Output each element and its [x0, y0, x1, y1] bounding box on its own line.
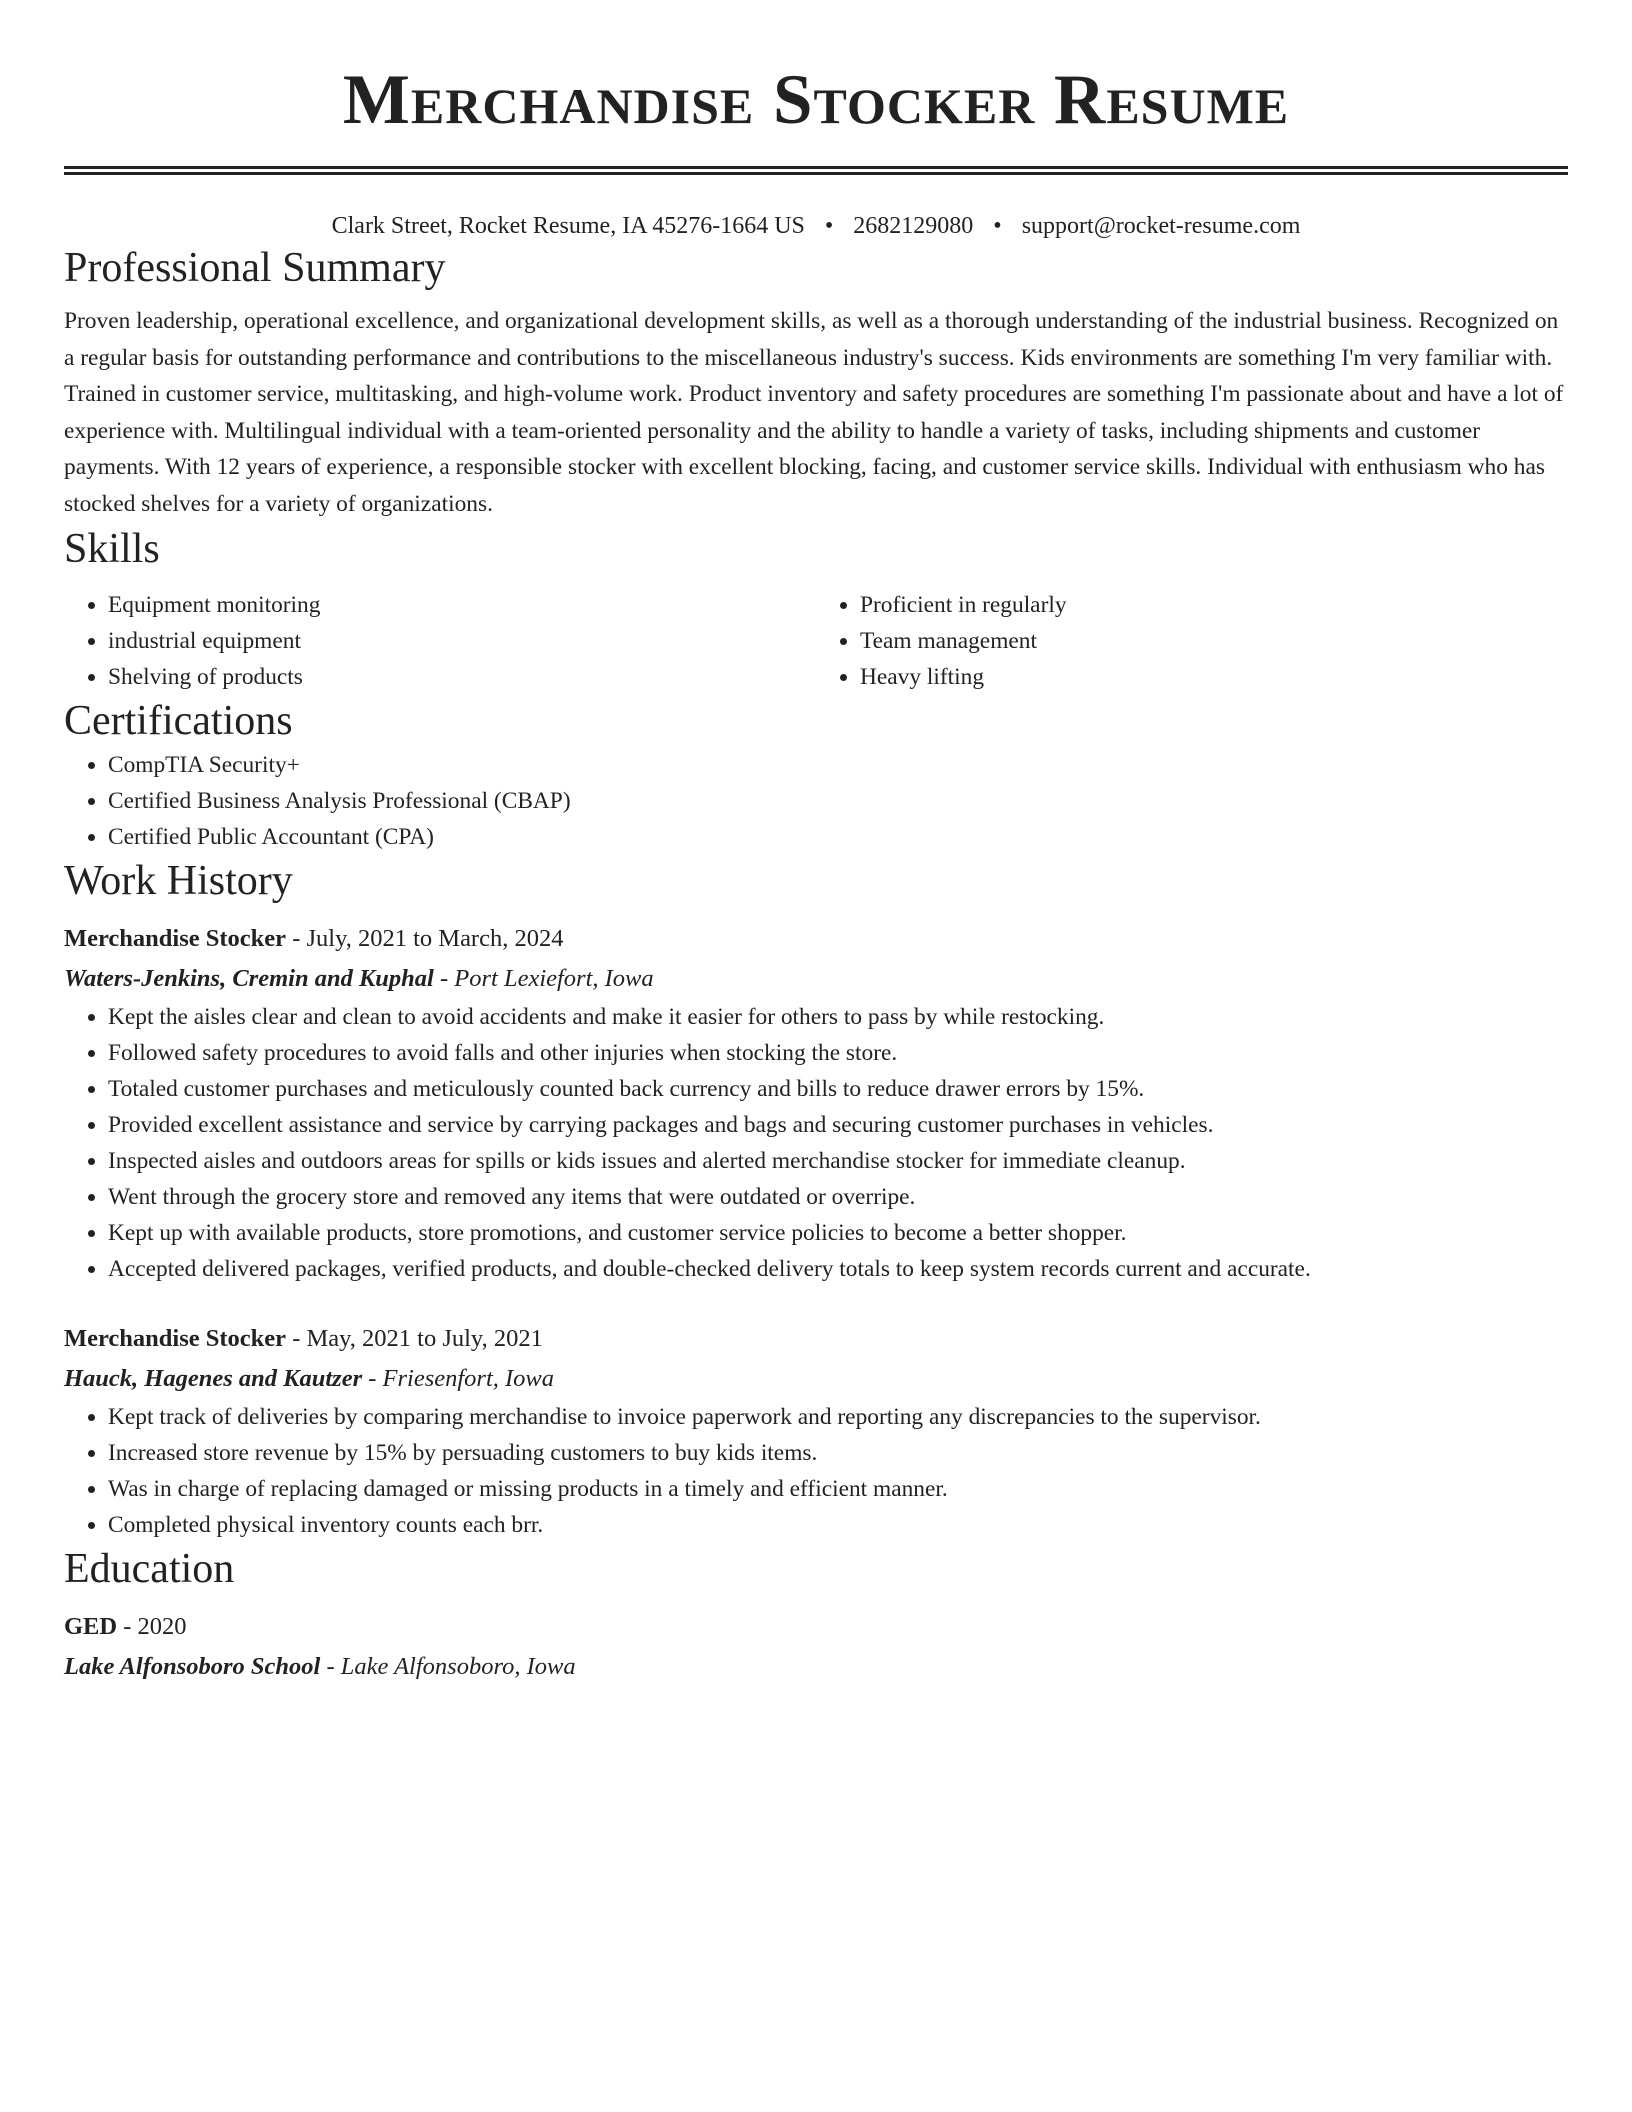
skill-item: • Shelving of products: [108, 659, 816, 695]
resume-title: Merchandise Stocker Resume: [342, 61, 1290, 139]
education-entry: [64, 1607, 1568, 1687]
job-duties-list: [64, 999, 1568, 1287]
certifications-heading: Certifications: [64, 697, 293, 744]
skills-column-right: [816, 587, 1568, 695]
job-duty-item: • Kept up with available products, store promotions, and customer service policies to become a better shopper.: [108, 1215, 1568, 1251]
job-duty-item: • Totaled customer purchases and meticulously counted back currency and bills to reduce drawer errors by 15%.: [108, 1071, 1568, 1107]
education-location: - Lake Alfonsoboro, Iowa: [320, 1652, 576, 1680]
skills-list-left: [64, 587, 816, 695]
job-entry: [64, 1319, 1568, 1543]
education-heading: Education: [64, 1545, 235, 1592]
summary-text: Proven leadership, operational excellence, and organizational development skills, as well as a thorough understanding of the industrial business. Recognized on a regular basis for outstanding performance and contributions to the miscellaneous industry's success. Kids environments are something I'm very familiar with. Trained in customer service, multitasking, and high-volume work. Product inventory and safety procedures are something I'm passionate about and have a lot of experience with. Multilingual individual with a team-oriented personality and the ability to handle a variety of tasks, including shipments and customer payments. With 12 years of experience, a responsible stocker with excellent blocking, facing, and customer service skills. Individual with enthusiasm who has stocked shelves for a variety of organizations.: [64, 308, 1564, 517]
education-header: [64, 1607, 1568, 1647]
bullet-separator-icon: •: [824, 213, 834, 239]
education-school: Lake Alfonsoboro School: [64, 1652, 321, 1680]
certification-item: • Certified Public Accountant (CPA): [108, 819, 1568, 855]
skills-grid: [64, 587, 1568, 695]
contact-phone: 2682129080: [853, 213, 974, 239]
job-duty-item: • Accepted delivered packages, verified products, and double-checked delivery totals to keep system records current and accurate.: [108, 1251, 1568, 1287]
skills-list-right: [816, 587, 1568, 695]
contact-email: support@rocket-resume.com: [1021, 213, 1301, 239]
bullet-separator-icon: •: [993, 213, 1002, 239]
contact-address: Clark Street, Rocket Resume, IA 45276-1664 US: [331, 213, 805, 239]
skill-item: • Heavy lifting: [860, 659, 1568, 695]
job-dates: - July, 2021 to March, 2024: [286, 924, 564, 952]
job-duty-item: • Was in charge of replacing damaged or missing products in a timely and efficient manner.: [108, 1471, 1568, 1507]
job-duty-item: • Kept the aisles clear and clean to avoid accidents and make it easier for others to pass by while restocking.: [108, 999, 1568, 1035]
job-role: Merchandise Stocker: [64, 924, 287, 952]
summary-heading: Professional Summary: [64, 245, 446, 291]
job-location: - Port Lexiefort, Iowa: [433, 964, 654, 992]
job-entry: [64, 919, 1568, 1287]
skill-item: • Proficient in regularly: [860, 587, 1568, 623]
certifications-list: [64, 747, 1568, 855]
job-duty-item: • Increased store revenue by 15% by persuading customers to buy kids items.: [108, 1435, 1568, 1471]
job-location: - Friesenfort, Iowa: [362, 1364, 555, 1392]
skills-heading: Skills: [64, 525, 160, 572]
contact-line: [64, 210, 1568, 242]
job-duties-list: [64, 1399, 1568, 1543]
job-dates: - May, 2021 to July, 2021: [286, 1324, 543, 1352]
job-duty-item: • Completed physical inventory counts each brr.: [108, 1507, 1568, 1543]
skill-item: • Equipment monitoring: [108, 587, 816, 623]
work-history-heading: Work History: [64, 857, 293, 904]
job-company: Waters-Jenkins, Cremin and Kuphal: [64, 964, 434, 992]
job-duty-item: • Inspected aisles and outdoors areas for spills or kids issues and alerted merchandise stocker for immediate cleanup.: [108, 1143, 1568, 1179]
skill-item: • industrial equipment: [108, 623, 816, 659]
skill-item: • Team management: [860, 623, 1568, 659]
education-degree: GED: [64, 1612, 118, 1640]
job-duty-item: • Followed safety procedures to avoid falls and other injuries when stocking the store.: [108, 1035, 1568, 1071]
certification-item: • CompTIA Security+: [108, 747, 1568, 783]
job-organization: [64, 1359, 1568, 1399]
certification-item: • Certified Business Analysis Professional (CBAP): [108, 783, 1568, 819]
job-duty-item: • Went through the grocery store and removed any items that were outdated or overripe.: [108, 1179, 1568, 1215]
education-organization: [64, 1647, 1568, 1687]
job-header: [64, 1319, 1568, 1359]
job-duty-item: • Provided excellent assistance and service by carrying packages and bags and securing customer purchases in vehicles.: [108, 1107, 1568, 1143]
job-company: Hauck, Hagenes and Kautzer: [64, 1364, 363, 1392]
job-organization: [64, 959, 1568, 999]
job-role: Merchandise Stocker: [64, 1324, 287, 1352]
education-year: - 2020: [117, 1612, 187, 1640]
job-duty-item: • Kept track of deliveries by comparing merchandise to invoice paperwork and reporting any discrepancies to the supervisor.: [108, 1399, 1568, 1435]
job-header: [64, 919, 1568, 959]
title-double-rule: [64, 166, 1568, 175]
skills-column-left: [64, 587, 816, 695]
